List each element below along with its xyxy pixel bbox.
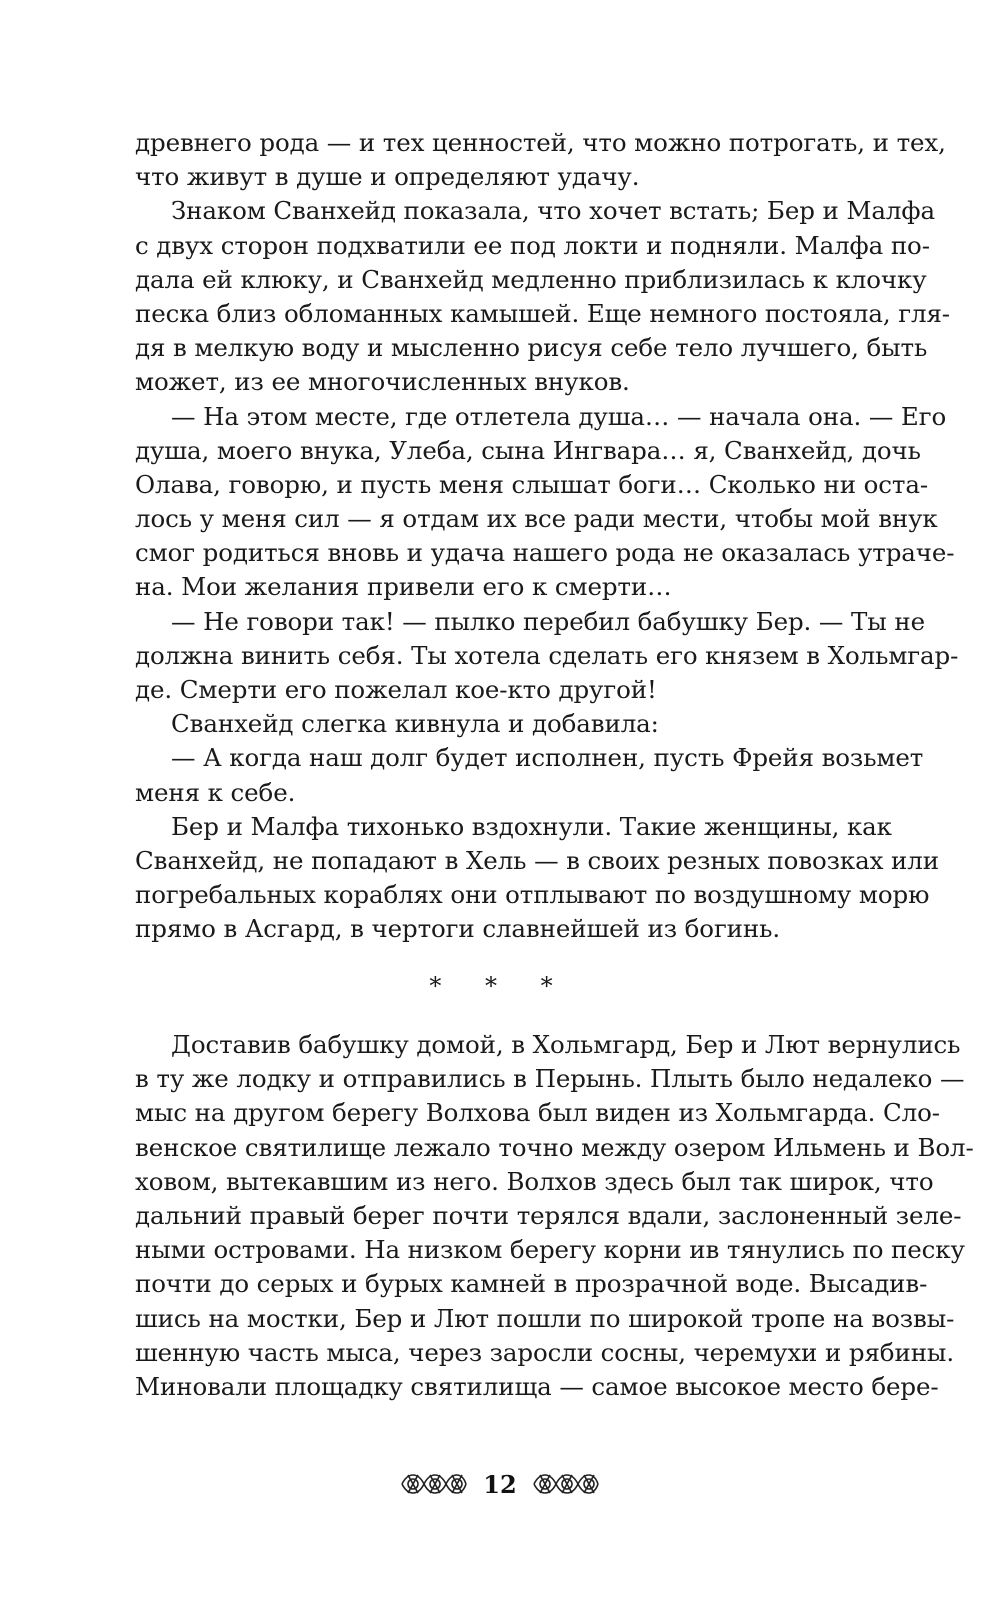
text-line: Миновали площадку святилища — самое высокое место бере- xyxy=(135,1371,939,1401)
text-line: дя в мелкую воду и мысленно рисуя себе тело лучшего, быть xyxy=(135,333,928,363)
text-line: песка близ обломанных камышей. Еще немного постояла, гля- xyxy=(135,298,950,328)
text-line: древнего рода — и тех ценностей, что можно потрогать, и тех, xyxy=(135,128,946,157)
text-line: почти до серых и бурых камней в прозрачной воде. Высадив- xyxy=(135,1269,928,1299)
text-line: венское святилище лежало точно между озером Ильмень и Вол- xyxy=(135,1132,974,1162)
text-line: — На этом месте, где отлетела душа… — начала она. — Его xyxy=(171,401,947,431)
text-line: душа, моего внука, Улеба, сына Ингвара… я, Сванхейд, дочь xyxy=(135,435,921,465)
text-line: Олава, говорю, и пусть меня слышат боги… Сколько ни оста- xyxy=(135,469,929,499)
text-line: — Не говори так! — пылко перебил бабушку Бер. — Ты не xyxy=(171,606,925,636)
text-line: в ту же лодку и отправились в Перынь. Плыть было недалеко — xyxy=(135,1064,965,1094)
text-line: де. Смерти его пожелал кое-кто другой! xyxy=(135,675,657,704)
text-line: дала ей клюку, и Сванхейд медленно приблизилась к клочку xyxy=(135,264,927,294)
text-line: что живут в душе и определяют удачу. xyxy=(135,162,640,192)
text-line: смог родиться вновь и удача нашего рода не оказалась утраче- xyxy=(135,538,955,568)
text-line: ными островами. На низком берегу корни ив тянулись по песку xyxy=(135,1235,965,1265)
text-line: с двух сторон подхватили ее под локти и подняли. Малфа по- xyxy=(135,230,930,260)
text-line: шись на мостки, Бер и Лют пошли по широкой тропе на возвы- xyxy=(135,1303,955,1333)
text-line: — А когда наш долг будет исполнен, пусть Фрейя возьмет xyxy=(171,743,924,773)
text-block-1 xyxy=(135,126,959,947)
page-number: 12 xyxy=(483,1469,517,1499)
knot-ornament-icon xyxy=(530,1467,602,1501)
text-line: погребальных кораблях они отплывают по воздушному морю xyxy=(135,880,930,910)
text-line: мыс на другом берегу Волхова был виден из Хольмгарда. Сло- xyxy=(135,1098,940,1128)
text-block-2 xyxy=(135,1028,974,1404)
text-line: ховом, вытекавшим из него. Волхов здесь был так широк, что xyxy=(135,1166,934,1196)
text-line: лось у меня сил — я отдам их все ради мести, чтобы мой внук xyxy=(135,504,938,534)
text-line: Доставив бабушку домой, в Хольмгард, Бер и Лют вернулись xyxy=(171,1030,961,1059)
text-line: прямо в Асгард, в чертоги славнейшей из богинь. xyxy=(135,914,781,944)
text-line: должна винить себя. Ты хотела сделать его князем в Хольмгар- xyxy=(135,640,959,670)
text-line: дальний правый берег почти терялся вдали, заслоненный зеле- xyxy=(135,1200,962,1230)
text-line: Знаком Сванхейд показала, что хочет встать; Бер и Малфа xyxy=(171,196,935,226)
text-line: меня к себе. xyxy=(135,777,296,807)
text-line: может, из ее многочисленных внуков. xyxy=(135,367,630,397)
text-line: Сванхейд слегка кивнула и добавила: xyxy=(171,709,659,739)
section-divider: * * * xyxy=(429,972,571,1000)
page-footer xyxy=(0,1458,1000,1510)
text-line: Сванхейд, не попадают в Хель — в своих резных повозках или xyxy=(135,845,939,875)
knot-ornament-icon xyxy=(398,1467,470,1501)
text-line: шенную часть мыса, через заросли сосны, черемухи и рябины. xyxy=(135,1337,955,1367)
text-line: на. Мои желания привели его к смерти… xyxy=(135,572,672,602)
text-line: Бер и Малфа тихонько вздохнули. Такие женщины, как xyxy=(171,811,892,841)
